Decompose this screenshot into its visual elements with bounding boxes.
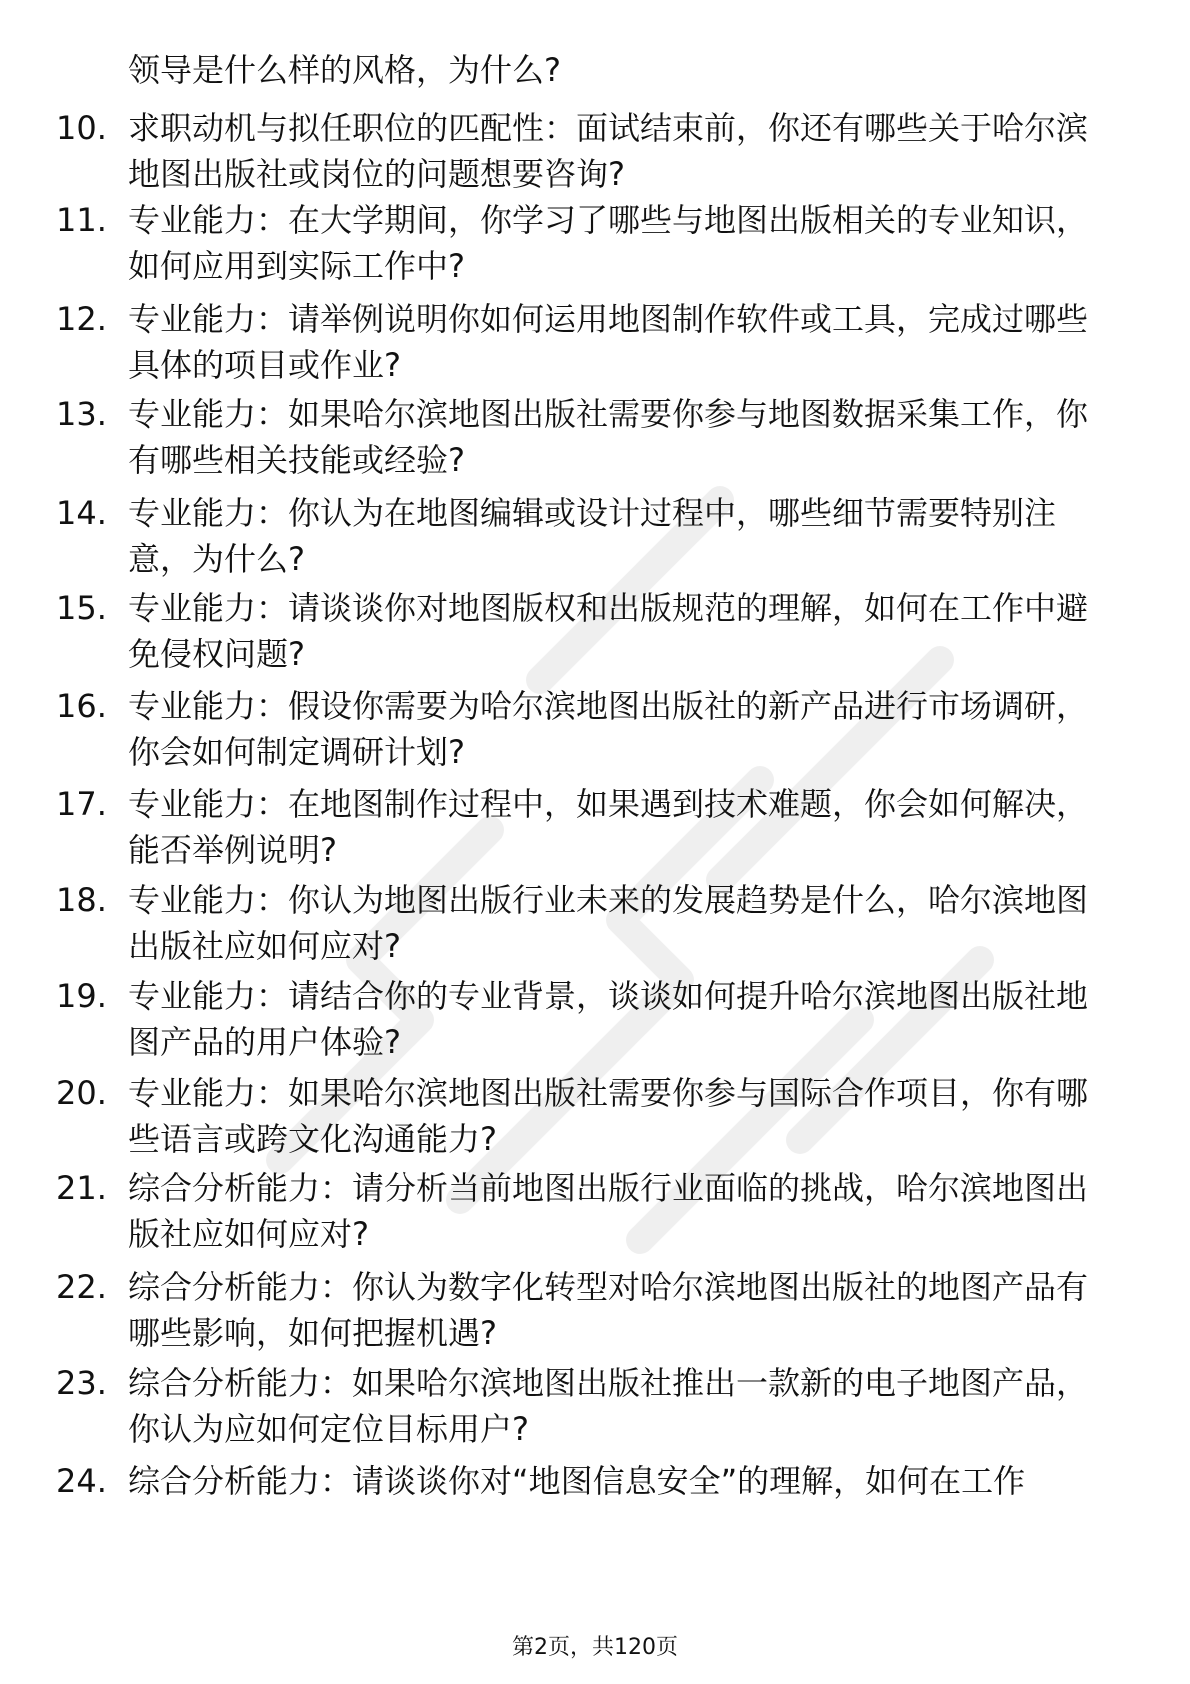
item-text: 综合分析能力：如果哈尔滨地图出版社推出一款新的电子地图产品，你认为应如何定位目标用户? xyxy=(128,1364,1089,1448)
list-item xyxy=(0,1360,1190,1452)
item-text: 专业能力：请谈谈你对地图版权和出版规范的理解，如何在工作中避免侵权问题? xyxy=(128,589,1089,673)
item-number: 22. xyxy=(56,1268,107,1306)
item-number: 18. xyxy=(56,881,107,919)
list-item xyxy=(0,683,1190,775)
item-number: 14. xyxy=(56,494,107,532)
list-item xyxy=(0,296,1190,388)
item-number: 21. xyxy=(56,1169,107,1207)
list-item xyxy=(0,1165,1190,1257)
item-number: 23. xyxy=(56,1364,107,1402)
list-item xyxy=(0,1070,1190,1162)
list-item xyxy=(0,490,1190,582)
item-text: 专业能力：在大学期间，你学习了哪些与地图出版相关的专业知识，如何应用到实际工作中? xyxy=(128,201,1089,285)
item-text: 求职动机与拟任职位的匹配性：面试结束前，你还有哪些关于哈尔滨地图出版社或岗位的问题想要咨询? xyxy=(128,109,1089,193)
item-number: 13. xyxy=(56,395,107,433)
item-text: 专业能力：在地图制作过程中，如果遇到技术难题，你会如何解决，能否举例说明? xyxy=(128,785,1089,869)
list-item xyxy=(0,973,1190,1065)
item-text: 专业能力：如果哈尔滨地图出版社需要你参与地图数据采集工作，你有哪些相关技能或经验? xyxy=(128,395,1089,479)
item-number: 24. xyxy=(56,1462,107,1500)
item-number: 16. xyxy=(56,687,107,725)
item-text: 专业能力：如果哈尔滨地图出版社需要你参与国际合作项目，你有哪些语言或跨文化沟通能力? xyxy=(128,1074,1089,1158)
item-text: 专业能力：假设你需要为哈尔滨地图出版社的新产品进行市场调研，你会如何制定调研计划? xyxy=(128,687,1089,771)
item-text: 专业能力：你认为地图出版行业未来的发展趋势是什么，哈尔滨地图出版社应如何应对? xyxy=(128,881,1089,965)
page-number-footer: 第2页，共120页 xyxy=(512,1635,678,1660)
item-number: 19. xyxy=(56,977,107,1015)
item-number: 15. xyxy=(56,589,107,627)
list-item xyxy=(0,877,1190,969)
list-item xyxy=(0,105,1190,197)
item-text: 综合分析能力：请分析当前地图出版行业面临的挑战，哈尔滨地图出版社应如何应对? xyxy=(128,1169,1089,1253)
item-text: 专业能力：请举例说明你如何运用地图制作软件或工具，完成过哪些具体的项目或作业? xyxy=(128,300,1089,384)
list-item xyxy=(0,197,1190,289)
list-item xyxy=(0,391,1190,483)
item-text: 专业能力：请结合你的专业背景，谈谈如何提升哈尔滨地图出版社地图产品的用户体验? xyxy=(128,977,1089,1061)
item-number: 20. xyxy=(56,1074,107,1112)
list-item xyxy=(0,585,1190,677)
list-item xyxy=(0,1458,1190,1504)
item-number: 10. xyxy=(56,109,107,147)
item-number: 11. xyxy=(56,201,107,239)
continued-question-text: 领导是什么样的风格，为什么? xyxy=(128,51,561,89)
list-item xyxy=(0,781,1190,873)
item-number: 12. xyxy=(56,300,107,338)
item-text: 专业能力：你认为在地图编辑或设计过程中，哪些细节需要特别注意，为什么? xyxy=(128,494,1057,578)
item-number: 17. xyxy=(56,785,107,823)
item-text: 综合分析能力：请谈谈你对“地图信息安全”的理解，如何在工作 xyxy=(128,1462,1026,1500)
item-text: 综合分析能力：你认为数字化转型对哈尔滨地图出版社的地图产品有哪些影响，如何把握机遇? xyxy=(128,1268,1089,1352)
list-item xyxy=(0,1264,1190,1356)
